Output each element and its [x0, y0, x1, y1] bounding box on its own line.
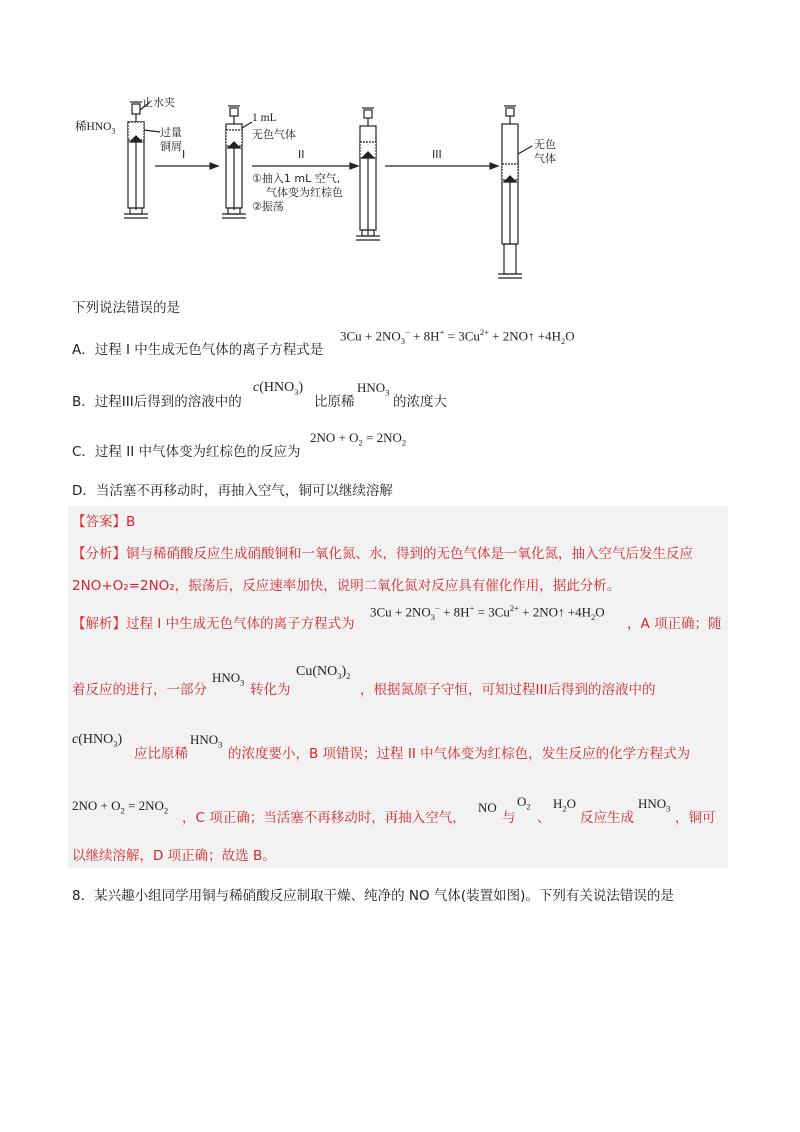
- step-2-label: II: [298, 148, 305, 161]
- explain-line-3-post: 的浓度要小，B 项错误；过程 II 中气体变为红棕色，发生反应的化学方程式为: [228, 746, 691, 762]
- option-a-equation: $3Cu + 2NO_3^- + 8H^+ = 3Cu^{2+}$ + 2NO↑ $+4H_2O$: [340, 327, 575, 346]
- option-d: D．当活塞不再移动时，再抽入空气，铜可以继续溶解: [72, 483, 393, 499]
- option-b-mid: 比原稀: [314, 394, 355, 410]
- syringe-diagram: [60, 90, 620, 290]
- colorless-gas-label-2b: 气体: [534, 152, 556, 165]
- question-stem: 下列说法错误的是: [72, 300, 180, 316]
- explain-line-4-e: ，铜可: [675, 810, 716, 826]
- stopcock-label: 止水夹: [142, 96, 175, 109]
- step-2-note-1: ①抽入1 mL 空气,: [252, 172, 341, 185]
- explain-line-4-hno3: $HNO_3$: [638, 796, 671, 814]
- colorless-gas-label-2a: 无色: [534, 138, 556, 151]
- explain-line-2-chem-2: $Cu(NO_3)_2$: [296, 664, 351, 681]
- explain-line-1-pre: 【解析】过程 I 中生成无色气体的离子方程式为: [72, 616, 355, 632]
- explain-line-3-chem-1: $c(HNO_3)$: [72, 732, 123, 749]
- explain-line-2-chem-1: $HNO_3$: [212, 670, 245, 688]
- syringe-3: [356, 108, 380, 240]
- syringe-4: [498, 106, 522, 278]
- step-3-label: III: [432, 148, 442, 161]
- syringe-1: [124, 102, 148, 218]
- option-c: C．过程 II 中气体变为红棕色的反应为: [72, 444, 301, 460]
- option-b-chem-1: $c(HNO_3)$: [253, 380, 304, 397]
- next-question: 8．某兴趣小组同学用铜与稀硝酸反应制取干燥、纯净的 NO 气体(装置如图)。下列有关说法错误的是: [72, 888, 674, 904]
- answer-label: 【答案】B: [72, 514, 136, 530]
- explain-line-5: 以继续溶解，D 项正确；故选 B。: [72, 848, 276, 864]
- option-a: A．过程 I 中生成无色气体的离子方程式是: [72, 342, 324, 358]
- explain-line-4-a: ，C 项正确；当活塞不再移动时，再抽入空气，: [182, 810, 466, 826]
- step-1-label: I: [182, 148, 186, 161]
- explain-line-4-o2: $O_2$: [517, 794, 531, 812]
- explain-line-4-d: 反应生成: [580, 810, 634, 826]
- option-b-chem-2: $HNO_3$: [357, 380, 390, 398]
- dilute-acid-label: 稀$HNO_3$: [75, 121, 116, 136]
- excess-copper-label-1: 过量: [160, 126, 182, 139]
- explain-line-2-post: ，根据氮原子守恒，可知过程III后得到的溶液中的: [360, 682, 656, 698]
- analysis-line-1: 【分析】铜与稀硝酸反应生成硝酸铜和一氧化氮、水，得到的无色气体是一氧化氮，抽入空气后发生反应: [72, 546, 693, 562]
- syringe-2: [222, 106, 246, 218]
- option-b-post: 的浓度大: [393, 394, 447, 410]
- step-2-note-2: 气体变为红棕色: [266, 186, 343, 199]
- explain-line-4-c: 、: [537, 810, 551, 826]
- explain-line-3-chem-2: $HNO_3$: [190, 732, 223, 750]
- step-2-note-3: ②振荡: [252, 200, 284, 213]
- excess-copper-label-2: 铜屑: [160, 140, 182, 153]
- explain-line-4-equation: $2NO + O_2 = 2NO_2$: [72, 798, 169, 816]
- explain-line-4-no: NO: [478, 800, 497, 815]
- explain-line-1-post: ，A 项正确；随: [627, 616, 722, 632]
- explain-line-4-h2o: $H_2O$: [553, 796, 577, 814]
- explain-line-3-mid: 应比原稀: [134, 746, 188, 762]
- one-ml-label: 1 mL: [252, 112, 277, 124]
- explain-line-4-b: 与: [502, 810, 516, 826]
- colorless-gas-label-1: 无色气体: [252, 128, 296, 141]
- analysis-line-2: 2NO+O₂=2NO₂，振荡后，反应速率加快，说明二氧化氮对反应具有催化作用，据此分析。: [72, 578, 621, 594]
- explain-line-2-pre: 着反应的进行，一部分: [72, 682, 207, 698]
- explain-line-1-equation: $3Cu + 2NO_3^- + 8H^+ = 3Cu^{2+}$ + 2NO↑ $+4H_2O$: [370, 603, 605, 622]
- option-b: B．过程III后得到的溶液中的: [72, 394, 242, 410]
- option-c-equation: $2NO + O_2 = 2NO_2$: [310, 430, 407, 448]
- explain-line-2-mid: 转化为: [250, 682, 291, 698]
